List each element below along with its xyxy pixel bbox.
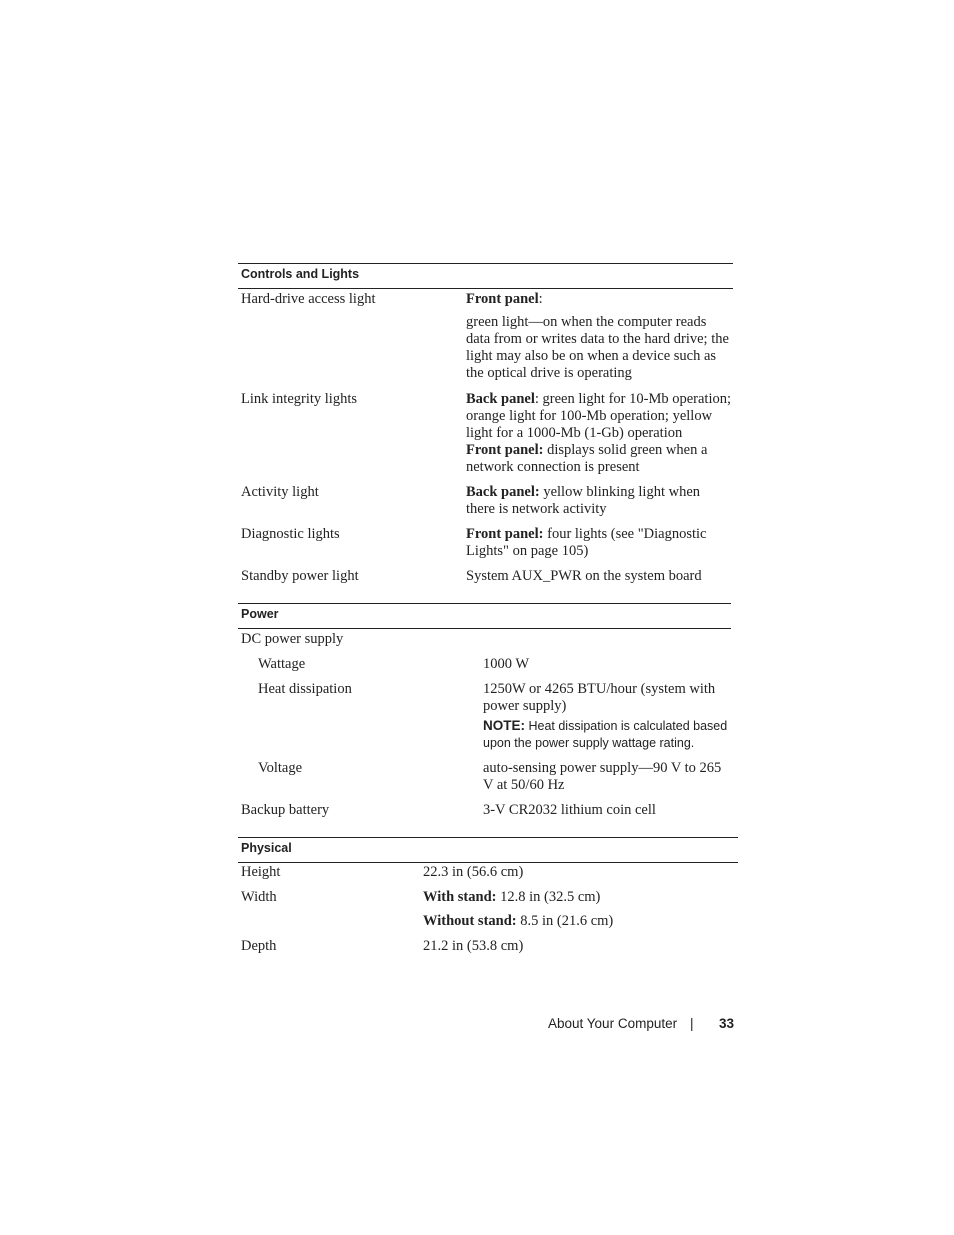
height-value: 22.3 in (56.6 cm) xyxy=(423,864,524,880)
power-header-rule xyxy=(238,628,731,629)
width-without-stand-value: Without stand: 8.5 in (21.6 cm) xyxy=(423,913,614,929)
wattage-label: Wattage xyxy=(258,656,306,672)
backup-battery-value: 3-V CR2032 lithium coin cell xyxy=(483,802,656,818)
power-heading: Power xyxy=(241,607,279,621)
footer-separator: | xyxy=(690,1016,694,1031)
activity-light-label: Activity light xyxy=(241,484,319,500)
heat-dissipation-value: 1250W or 4265 BTU/hour (system with power supply) xyxy=(483,681,716,714)
hard-drive-light-description: green light—on when the computer reads data from or writes data to the hard drive; the light may also be on when a device such as the optical drive is operating xyxy=(466,314,729,381)
page-number: 33 xyxy=(719,1016,735,1031)
depth-label: Depth xyxy=(241,938,277,954)
controls-lights-heading: Controls and Lights xyxy=(241,267,360,281)
width-with-stand-value: With stand: 12.8 in (32.5 cm) xyxy=(423,889,601,905)
power-top-rule xyxy=(238,603,731,604)
controls-header-rule xyxy=(238,288,733,289)
diagnostic-lights-description: Front panel: four lights (see "Diagnostic Lights" on page 105) xyxy=(466,526,707,559)
hard-drive-light-panel: Front panel: xyxy=(466,291,543,307)
dc-power-supply-label: DC power supply xyxy=(241,631,344,647)
heat-dissipation-note: NOTE: Heat dissipation is calculated based upon the power supply wattage rating. xyxy=(483,718,728,750)
voltage-value: auto-sensing power supply—90 V to 265 V at 50/60 Hz xyxy=(483,760,722,793)
link-integrity-description: Back panel: green light for 10-Mb operation; orange light for 100-Mb operation; yellow light for a 1000-Mb (1-Gb) operation Front panel: displays solid green when a network connection is present xyxy=(466,391,731,475)
hard-drive-light-label: Hard-drive access light xyxy=(241,291,376,307)
standby-power-label: Standby power light xyxy=(241,568,359,584)
physical-header-rule xyxy=(238,862,738,863)
diagnostic-lights-label: Diagnostic lights xyxy=(241,526,340,542)
activity-light-description: Back panel: yellow blinking light when there is network activity xyxy=(466,484,701,517)
voltage-label: Voltage xyxy=(258,760,303,776)
heat-dissipation-label: Heat dissipation xyxy=(258,681,352,697)
backup-battery-label: Backup battery xyxy=(241,802,330,818)
controls-top-rule xyxy=(238,263,733,264)
physical-heading: Physical xyxy=(241,841,292,855)
standby-power-description: System AUX_PWR on the system board xyxy=(466,568,702,584)
width-label: Width xyxy=(241,889,277,905)
wattage-value: 1000 W xyxy=(483,656,530,672)
depth-value: 21.2 in (53.8 cm) xyxy=(423,938,524,954)
height-label: Height xyxy=(241,864,281,880)
link-integrity-label: Link integrity lights xyxy=(241,391,357,407)
footer-section-title: About Your Computer xyxy=(548,1016,678,1031)
physical-top-rule xyxy=(238,837,738,838)
